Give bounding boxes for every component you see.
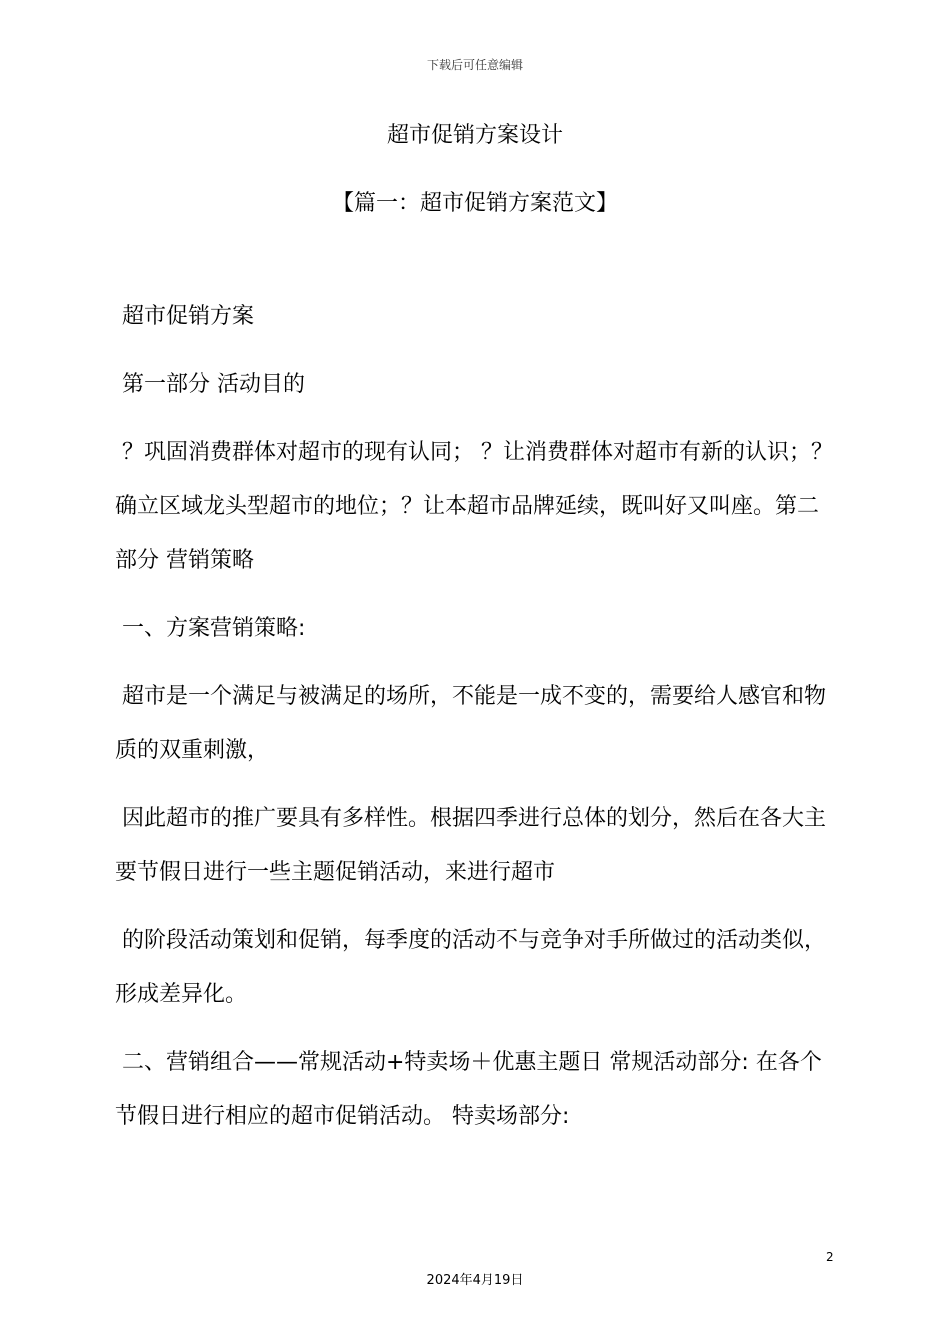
paragraph-strategy-diversity: 因此超市的推广要具有多样性。根据四季进行总体的划分，然后在各大主要节假日进行一些主题促销活动，来进行超市: [115, 806, 827, 885]
footer-date: 2024年4月19日: [426, 1273, 524, 1288]
paragraph-goals: ？巩固消费群体对超市的现有认同； ？让消费群体对超市有新的认识；？确立区域龙头型超市的地位；？让本超市品牌延续，既叫好又叫座。第二部分 营销策略: [115, 440, 833, 573]
paragraph-section-one: 第一部分 活动目的: [122, 372, 305, 397]
document-body: [115, 290, 840, 1158]
paragraph-strategy-differentiation: 的阶段活动策划和促销，每季度的活动不与竞争对手所做过的活动类似，形成差异化。: [115, 928, 827, 1007]
page-number: 2: [826, 1250, 834, 1264]
paragraph-heading: 超市促销方案: [122, 304, 255, 329]
header-note: 下载后可任意编辑: [426, 58, 523, 72]
document-title: 超市促销方案设计: [386, 123, 563, 148]
paragraph-strategy-intro: 超市是一个满足与被满足的场所，不能是一成不变的，需要给人感官和物质的双重刺激，: [115, 684, 827, 763]
paragraph-marketing-mix: 二、营销组合——常规活动+特卖场＋优惠主题日 常规活动部分: 在各个节假日进行相应的超市促销活动。 特卖场部分:: [115, 1050, 822, 1129]
document-subtitle: 【篇一：超市促销方案范文】: [331, 191, 618, 216]
paragraph-strategy-heading: 一、方案营销策略:: [122, 616, 306, 641]
